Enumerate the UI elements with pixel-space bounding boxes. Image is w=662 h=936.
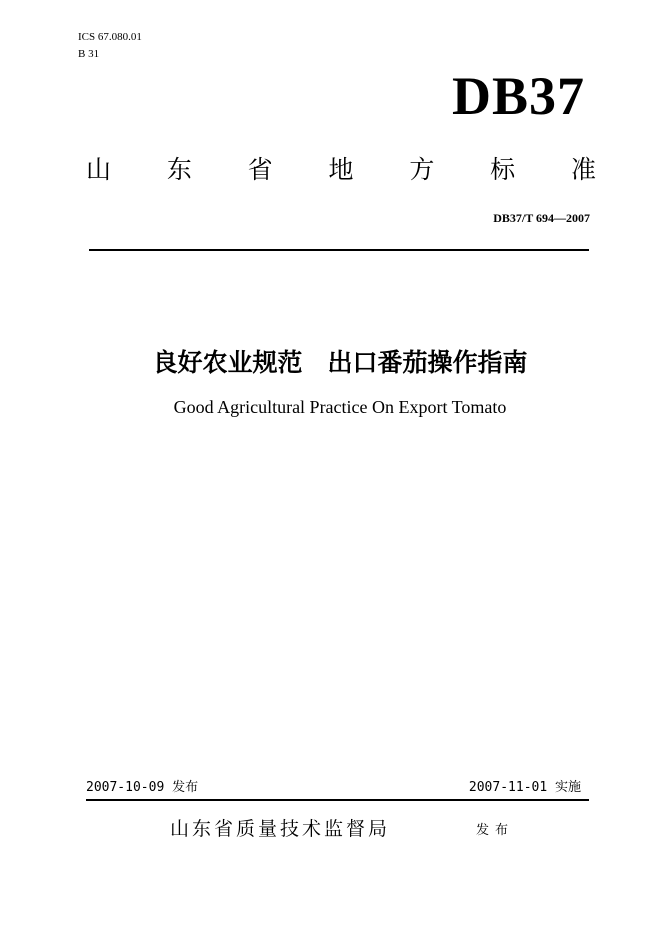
document-title-english: Good Agricultural Practice On Export Tomato — [173, 397, 507, 417]
standard-type-char: 东 — [166, 155, 192, 184]
bottom-divider — [86, 799, 589, 801]
publish-label: 发布 — [476, 823, 515, 838]
standard-type-char: 山 — [86, 155, 112, 184]
standard-type-char: 方 — [409, 155, 435, 184]
standard-type-char: 准 — [570, 155, 596, 184]
db-logo: DB37 — [451, 66, 585, 126]
standard-type-char: 地 — [328, 155, 354, 184]
ics-code: ICS 67.080.01 — [78, 31, 142, 43]
top-divider — [89, 249, 589, 251]
standard-type-char: 标 — [490, 155, 516, 184]
issue-date: 2007-10-09 发布 — [86, 780, 199, 795]
classification-code: B 31 — [78, 48, 100, 60]
standard-type-heading — [86, 154, 596, 186]
standard-number: DB37/T 694—2007 — [493, 211, 590, 225]
document-title-chinese: 良好农业规范 出口番茄操作指南 — [152, 348, 528, 377]
issuing-authority: 山东省质量技术监督局 — [170, 818, 391, 840]
implementation-date: 2007-11-01 实施 — [468, 780, 581, 795]
standard-type-char: 省 — [247, 155, 273, 184]
